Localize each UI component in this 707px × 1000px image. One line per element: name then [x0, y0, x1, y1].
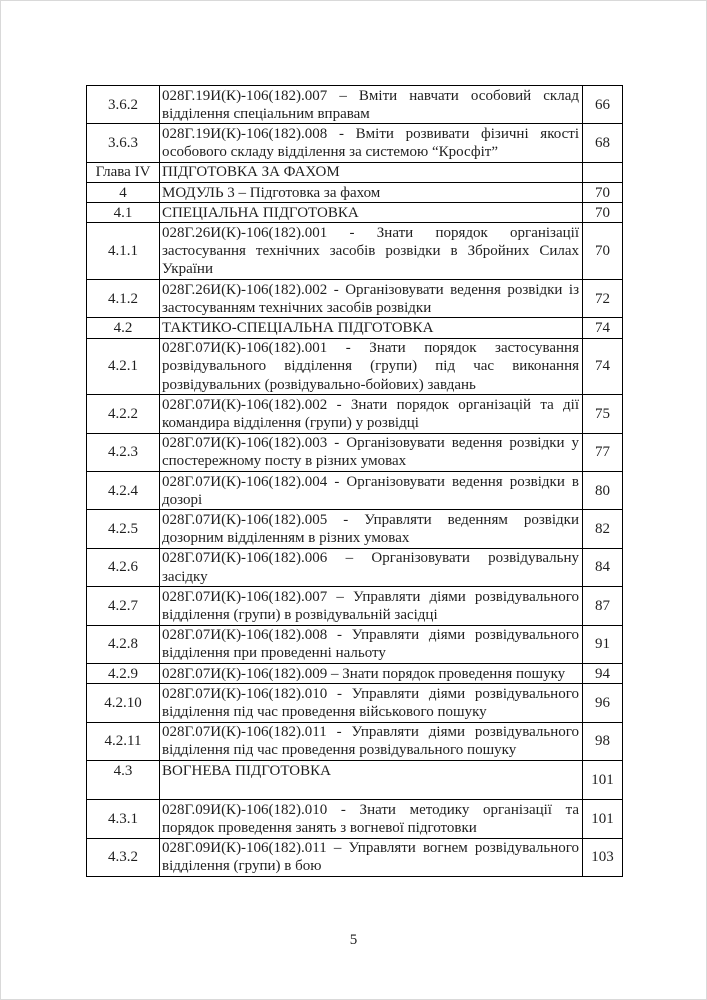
- row-page-cell: 68: [583, 124, 623, 162]
- table-row: [87, 338, 623, 395]
- row-number-cell: 4.2.11: [87, 722, 160, 760]
- row-desc-cell: 028Г.07И(К)-106(182).009 – Знати порядок проведення пошуку: [160, 664, 583, 684]
- row-desc-cell: 028Г.26И(К)-106(182).002 - Організовувати ведення розвідки із застосуванням технічних засобів розвідки: [160, 280, 583, 318]
- row-number-cell: 4.3: [87, 761, 160, 800]
- row-number-cell: 4.2.1: [87, 338, 160, 395]
- row-number-cell: 4.2.10: [87, 684, 160, 722]
- row-number-cell: 4.1: [87, 203, 160, 223]
- row-desc-cell: 028Г.07И(К)-106(182).008 - Управляти діями розвідувального відділення при проведенні нальоту: [160, 625, 583, 663]
- row-page-cell: 94: [583, 664, 623, 684]
- row-desc-cell: ПІДГОТОВКА ЗА ФАХОМ: [160, 162, 583, 182]
- row-page-cell: 98: [583, 722, 623, 760]
- row-desc-cell: 028Г.07И(К)-106(182).007 – Управляти діями розвідувального відділення (групи) в розвідувальній засідці: [160, 587, 583, 625]
- row-page-cell: 75: [583, 395, 623, 433]
- table-row: [87, 86, 623, 124]
- row-number-cell: 4.2.9: [87, 664, 160, 684]
- table-row: [87, 548, 623, 586]
- row-desc-cell: МОДУЛЬ 3 – Підготовка за фахом: [160, 183, 583, 203]
- row-page-cell: 103: [583, 838, 623, 876]
- table-row: [87, 722, 623, 760]
- table-row: [87, 625, 623, 663]
- row-desc-cell: 028Г.09И(К)-106(182).010 - Знати методику організації та порядок проведення занять з вогневої підготовки: [160, 800, 583, 838]
- table-row: [87, 761, 623, 800]
- row-number-cell: 3.6.3: [87, 124, 160, 162]
- row-desc-cell: ВОГНЕВА ПІДГОТОВКА: [160, 761, 583, 800]
- row-number-cell: 4.2.8: [87, 625, 160, 663]
- row-page-cell: 70: [583, 203, 623, 223]
- row-desc-cell: 028Г.09И(К)-106(182).011 – Управляти вогнем розвідувального відділення (групи) в бою: [160, 838, 583, 876]
- table-row: [87, 318, 623, 338]
- row-desc-cell: 028Г.07И(К)-106(182).005 - Управляти веденням розвідки дозорним відділенням в різних умовах: [160, 510, 583, 548]
- row-page-cell: 101: [583, 800, 623, 838]
- row-page-cell: 70: [583, 183, 623, 203]
- row-desc-cell: 028Г.07И(К)-106(182).011 - Управляти діями розвідувального відділення під час проведення розвідувального пошуку: [160, 722, 583, 760]
- page-number: 5: [349, 932, 358, 948]
- table-row: [87, 510, 623, 548]
- row-desc-cell: 028Г.19И(К)-106(182).007 – Вміти навчати особовий склад відділення спеціальним вправам: [160, 86, 583, 124]
- row-number-cell: 4.2.3: [87, 433, 160, 471]
- row-page-cell: 66: [583, 86, 623, 124]
- table-row: [87, 838, 623, 876]
- row-desc-cell: СПЕЦІАЛЬНА ПІДГОТОВКА: [160, 203, 583, 223]
- row-page-cell: 87: [583, 587, 623, 625]
- row-page-cell: 77: [583, 433, 623, 471]
- row-desc-cell: 028Г.07И(К)-106(182).006 – Організовувати розвідувальну засідку: [160, 548, 583, 586]
- table-row: [87, 162, 623, 182]
- row-number-cell: 4.2.7: [87, 587, 160, 625]
- row-page-cell: 84: [583, 548, 623, 586]
- row-page-cell: 72: [583, 280, 623, 318]
- row-number-cell: 4.1.1: [87, 223, 160, 280]
- row-page-cell: 74: [583, 318, 623, 338]
- row-page-cell: 82: [583, 510, 623, 548]
- row-page-cell: 96: [583, 684, 623, 722]
- table-row: [87, 433, 623, 471]
- row-desc-cell: 028Г.07И(К)-106(182).002 - Знати порядок організацій та дії командира відділення (групи) у розвідці: [160, 395, 583, 433]
- row-page-cell: 70: [583, 223, 623, 280]
- row-number-cell: 4.3.1: [87, 800, 160, 838]
- row-number-cell: 4.2: [87, 318, 160, 338]
- row-number-cell: 4.2.6: [87, 548, 160, 586]
- row-number-cell: 4.2.4: [87, 472, 160, 510]
- table-row: [87, 183, 623, 203]
- table-row: [87, 472, 623, 510]
- row-page-cell: 91: [583, 625, 623, 663]
- row-number-cell: 4: [87, 183, 160, 203]
- row-desc-cell: 028Г.19И(К)-106(182).008 - Вміти розвивати фізичні якості особового складу відділення за системою “Кросфіт”: [160, 124, 583, 162]
- row-page-cell: 74: [583, 338, 623, 395]
- row-desc-cell: ТАКТИКО-СПЕЦІАЛЬНА ПІДГОТОВКА: [160, 318, 583, 338]
- row-page-cell: 101: [583, 761, 623, 800]
- table-row: [87, 587, 623, 625]
- table-row: [87, 223, 623, 280]
- toc-table: [86, 85, 623, 877]
- row-number-cell: 4.1.2: [87, 280, 160, 318]
- row-desc-cell: 028Г.26И(К)-106(182).001 - Знати порядок організації застосування технічних засобів розвідки в Збройних Силах України: [160, 223, 583, 280]
- row-number-cell: 3.6.2: [87, 86, 160, 124]
- row-page-cell: [583, 162, 623, 182]
- row-number-cell: 4.3.2: [87, 838, 160, 876]
- row-number-cell: Глава IV: [87, 162, 160, 182]
- table-row: [87, 684, 623, 722]
- table-row: [87, 395, 623, 433]
- row-desc-cell: 028Г.07И(К)-106(182).010 - Управляти діями розвідувального відділення під час проведення військового пошуку: [160, 684, 583, 722]
- row-desc-cell: 028Г.07И(К)-106(182).003 - Організовувати ведення розвідки у спостережному посту в різних умовах: [160, 433, 583, 471]
- table-row: [87, 124, 623, 162]
- row-page-cell: 80: [583, 472, 623, 510]
- toc-table-body: [87, 86, 623, 877]
- row-number-cell: 4.2.2: [87, 395, 160, 433]
- table-row: [87, 280, 623, 318]
- row-desc-cell: 028Г.07И(К)-106(182).001 - Знати порядок застосування розвідувального відділення (групи) під час виконання розвідувальних (розвідувально-бойових) завдань: [160, 338, 583, 395]
- table-row: [87, 800, 623, 838]
- table-row: [87, 203, 623, 223]
- row-desc-cell: 028Г.07И(К)-106(182).004 - Організовувати ведення розвідки в дозорі: [160, 472, 583, 510]
- table-row: [87, 664, 623, 684]
- row-number-cell: 4.2.5: [87, 510, 160, 548]
